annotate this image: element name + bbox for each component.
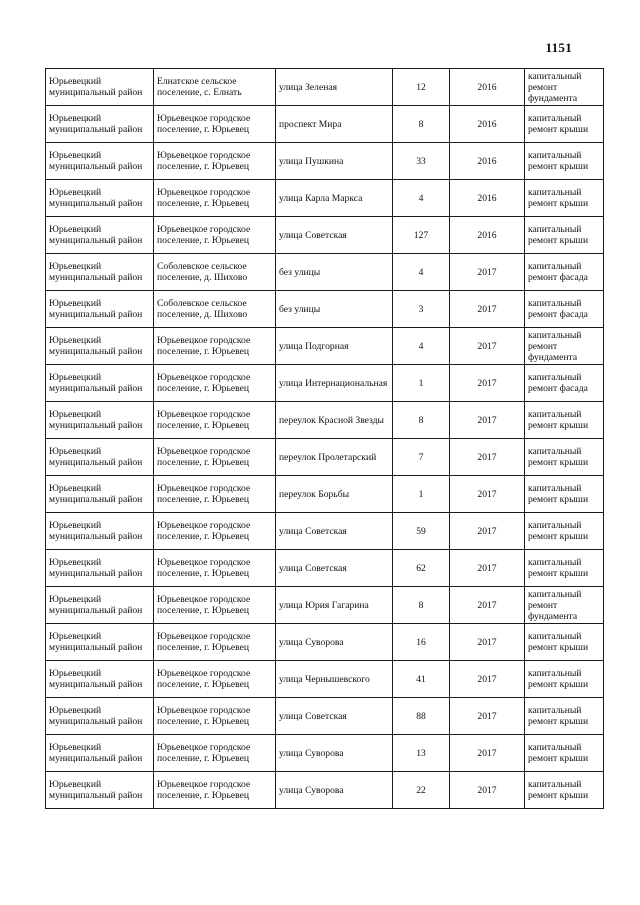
table-body — [46, 69, 604, 809]
cell-work-type: капитальный ремонт фундамента — [525, 69, 604, 106]
cell-house-number: 88 — [393, 698, 450, 735]
cell-work-type: капитальный ремонт фундамента — [525, 328, 604, 365]
cell-street: улица Подгорная — [276, 328, 393, 365]
cell-house-number: 4 — [393, 180, 450, 217]
housing-repair-table — [45, 68, 604, 809]
cell-house-number: 12 — [393, 69, 450, 106]
table-row — [46, 698, 604, 735]
cell-year: 2017 — [450, 476, 525, 513]
cell-house-number: 62 — [393, 550, 450, 587]
cell-district: Юрьевецкий муниципальный район — [46, 698, 154, 735]
cell-year: 2017 — [450, 254, 525, 291]
cell-street: улица Интернациональная — [276, 365, 393, 402]
cell-work-type: капитальный ремонт крыши — [525, 698, 604, 735]
page-number: 1151 — [545, 40, 572, 55]
cell-settlement: Юрьевецкое городское поселение, г. Юрьевец — [154, 476, 276, 513]
cell-work-type: капитальный ремонт крыши — [525, 550, 604, 587]
cell-year: 2017 — [450, 328, 525, 365]
table-row — [46, 550, 604, 587]
cell-street: без улицы — [276, 254, 393, 291]
table-row — [46, 513, 604, 550]
cell-house-number: 4 — [393, 254, 450, 291]
cell-work-type: капитальный ремонт крыши — [525, 439, 604, 476]
cell-year: 2016 — [450, 180, 525, 217]
cell-house-number: 13 — [393, 735, 450, 772]
cell-district: Юрьевецкий муниципальный район — [46, 254, 154, 291]
cell-settlement: Юрьевецкое городское поселение, г. Юрьевец — [154, 698, 276, 735]
cell-street: улица Пушкина — [276, 143, 393, 180]
cell-house-number: 8 — [393, 587, 450, 624]
cell-house-number: 8 — [393, 402, 450, 439]
cell-street: улица Советская — [276, 550, 393, 587]
cell-year: 2017 — [450, 587, 525, 624]
table-row — [46, 180, 604, 217]
table-row — [46, 772, 604, 809]
table-row — [46, 661, 604, 698]
cell-settlement: Юрьевецкое городское поселение, г. Юрьевец — [154, 550, 276, 587]
cell-house-number: 1 — [393, 365, 450, 402]
cell-settlement: Юрьевецкое городское поселение, г. Юрьевец — [154, 328, 276, 365]
cell-house-number: 33 — [393, 143, 450, 180]
cell-work-type: капитальный ремонт фасада — [525, 291, 604, 328]
cell-district: Юрьевецкий муниципальный район — [46, 291, 154, 328]
cell-district: Юрьевецкий муниципальный район — [46, 772, 154, 809]
cell-work-type: капитальный ремонт фундамента — [525, 587, 604, 624]
cell-street: проспект Мира — [276, 106, 393, 143]
cell-settlement: Юрьевецкое городское поселение, г. Юрьевец — [154, 513, 276, 550]
cell-settlement: Соболевское сельское поселение, д. Шихово — [154, 291, 276, 328]
cell-street: улица Юрия Гагарина — [276, 587, 393, 624]
cell-work-type: капитальный ремонт крыши — [525, 217, 604, 254]
cell-street: переулок Борьбы — [276, 476, 393, 513]
table-row — [46, 328, 604, 365]
cell-work-type: капитальный ремонт крыши — [525, 513, 604, 550]
cell-settlement: Юрьевецкое городское поселение, г. Юрьевец — [154, 143, 276, 180]
cell-year: 2016 — [450, 69, 525, 106]
cell-year: 2017 — [450, 513, 525, 550]
cell-house-number: 8 — [393, 106, 450, 143]
cell-district: Юрьевецкий муниципальный район — [46, 143, 154, 180]
cell-house-number: 41 — [393, 661, 450, 698]
cell-work-type: капитальный ремонт крыши — [525, 143, 604, 180]
cell-district: Юрьевецкий муниципальный район — [46, 661, 154, 698]
cell-district: Юрьевецкий муниципальный район — [46, 624, 154, 661]
table-row — [46, 217, 604, 254]
cell-street: переулок Пролетарский — [276, 439, 393, 476]
cell-work-type: капитальный ремонт крыши — [525, 772, 604, 809]
cell-district: Юрьевецкий муниципальный район — [46, 217, 154, 254]
table-row — [46, 106, 604, 143]
cell-settlement: Юрьевецкое городское поселение, г. Юрьевец — [154, 106, 276, 143]
cell-year: 2017 — [450, 291, 525, 328]
cell-district: Юрьевецкий муниципальный район — [46, 365, 154, 402]
cell-work-type: капитальный ремонт крыши — [525, 624, 604, 661]
cell-settlement: Юрьевецкое городское поселение, г. Юрьевец — [154, 661, 276, 698]
cell-district: Юрьевецкий муниципальный район — [46, 106, 154, 143]
table-row — [46, 69, 604, 106]
cell-settlement: Юрьевецкое городское поселение, г. Юрьевец — [154, 180, 276, 217]
cell-district: Юрьевецкий муниципальный район — [46, 476, 154, 513]
cell-year: 2017 — [450, 661, 525, 698]
cell-work-type: капитальный ремонт крыши — [525, 402, 604, 439]
table-row — [46, 143, 604, 180]
cell-settlement: Соболевское сельское поселение, д. Шихово — [154, 254, 276, 291]
cell-house-number: 3 — [393, 291, 450, 328]
cell-year: 2016 — [450, 217, 525, 254]
cell-year: 2017 — [450, 772, 525, 809]
cell-settlement: Юрьевецкое городское поселение, г. Юрьевец — [154, 735, 276, 772]
cell-street: улица Советская — [276, 513, 393, 550]
cell-street: без улицы — [276, 291, 393, 328]
cell-district: Юрьевецкий муниципальный район — [46, 180, 154, 217]
cell-district: Юрьевецкий муниципальный район — [46, 69, 154, 106]
cell-district: Юрьевецкий муниципальный район — [46, 550, 154, 587]
cell-year: 2017 — [450, 439, 525, 476]
cell-street: улица Советская — [276, 698, 393, 735]
cell-street: улица Суворова — [276, 772, 393, 809]
table-row — [46, 291, 604, 328]
cell-street: улица Зеленая — [276, 69, 393, 106]
cell-district: Юрьевецкий муниципальный район — [46, 513, 154, 550]
table-row — [46, 476, 604, 513]
table-row — [46, 254, 604, 291]
cell-year: 2016 — [450, 106, 525, 143]
cell-year: 2017 — [450, 365, 525, 402]
cell-house-number: 59 — [393, 513, 450, 550]
cell-work-type: капитальный ремонт крыши — [525, 661, 604, 698]
cell-work-type: капитальный ремонт крыши — [525, 735, 604, 772]
cell-house-number: 16 — [393, 624, 450, 661]
cell-settlement: Юрьевецкое городское поселение, г. Юрьевец — [154, 439, 276, 476]
cell-district: Юрьевецкий муниципальный район — [46, 439, 154, 476]
table-row — [46, 587, 604, 624]
cell-house-number: 7 — [393, 439, 450, 476]
cell-house-number: 22 — [393, 772, 450, 809]
cell-street: улица Суворова — [276, 624, 393, 661]
cell-house-number: 1 — [393, 476, 450, 513]
cell-house-number: 4 — [393, 328, 450, 365]
cell-settlement: Юрьевецкое городское поселение, г. Юрьевец — [154, 624, 276, 661]
cell-district: Юрьевецкий муниципальный район — [46, 328, 154, 365]
cell-work-type: капитальный ремонт крыши — [525, 106, 604, 143]
cell-year: 2017 — [450, 735, 525, 772]
cell-settlement: Юрьевецкое городское поселение, г. Юрьевец — [154, 217, 276, 254]
cell-street: улица Советская — [276, 217, 393, 254]
cell-settlement: Елнатское сельское поселение, с. Елнать — [154, 69, 276, 106]
cell-year: 2016 — [450, 143, 525, 180]
cell-settlement: Юрьевецкое городское поселение, г. Юрьевец — [154, 365, 276, 402]
cell-year: 2017 — [450, 550, 525, 587]
cell-district: Юрьевецкий муниципальный район — [46, 587, 154, 624]
table-row — [46, 624, 604, 661]
cell-street: переулок Красной Звезды — [276, 402, 393, 439]
cell-work-type: капитальный ремонт фасада — [525, 254, 604, 291]
cell-year: 2017 — [450, 698, 525, 735]
cell-work-type: капитальный ремонт крыши — [525, 476, 604, 513]
cell-district: Юрьевецкий муниципальный район — [46, 735, 154, 772]
cell-work-type: капитальный ремонт фасада — [525, 365, 604, 402]
table-row — [46, 735, 604, 772]
cell-settlement: Юрьевецкое городское поселение, г. Юрьевец — [154, 402, 276, 439]
cell-street: улица Чернышевского — [276, 661, 393, 698]
cell-settlement: Юрьевецкое городское поселение, г. Юрьевец — [154, 772, 276, 809]
table-row — [46, 365, 604, 402]
cell-year: 2017 — [450, 624, 525, 661]
cell-year: 2017 — [450, 402, 525, 439]
cell-street: улица Суворова — [276, 735, 393, 772]
cell-street: улица Карла Маркса — [276, 180, 393, 217]
cell-district: Юрьевецкий муниципальный район — [46, 402, 154, 439]
cell-house-number: 127 — [393, 217, 450, 254]
cell-settlement: Юрьевецкое городское поселение, г. Юрьевец — [154, 587, 276, 624]
table-row — [46, 439, 604, 476]
table-row — [46, 402, 604, 439]
cell-work-type: капитальный ремонт крыши — [525, 180, 604, 217]
